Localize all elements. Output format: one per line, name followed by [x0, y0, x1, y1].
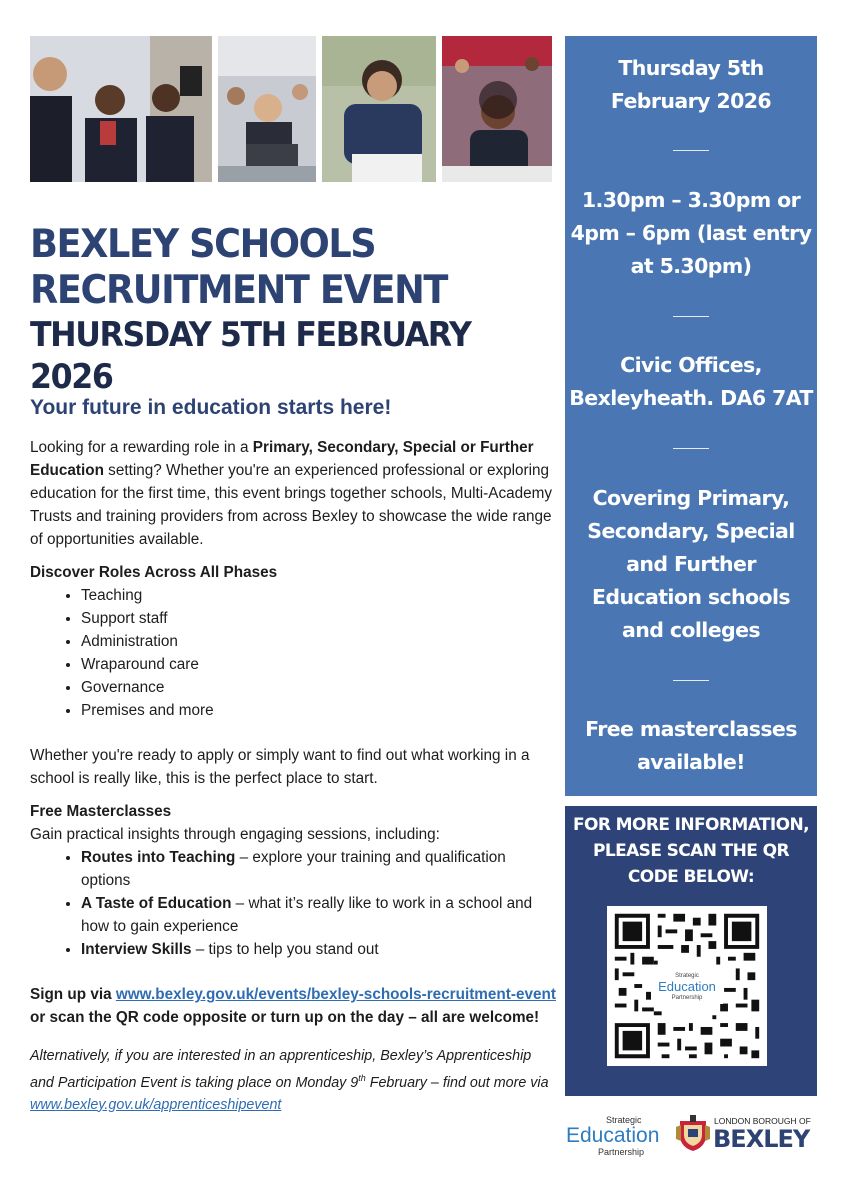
masterclasses-heading: Free Masterclasses [30, 803, 172, 820]
qr-logo-main: Education [658, 979, 716, 994]
intro-text-1: Looking for a rewarding role in a [30, 439, 253, 456]
intro-text-2: setting? Whether you're an experienced professional or exploring education for the first time, this event brings together schools, Multi-Academy Trusts and training providers from across Bexley to showcase the wide range of opportunities available. [30, 462, 553, 548]
signup-link[interactable]: www.bexley.gov.uk/events/bexley-schools-recruitment-event [115, 986, 556, 1003]
event-coverage [565, 482, 817, 647]
photo-students-singing [30, 36, 212, 182]
sep-logo-top: Strategic [606, 1115, 642, 1125]
coverage-line: Education schools [591, 585, 791, 609]
title-line-2: RECRUITMENT EVENT [30, 268, 447, 313]
date-line: Thursday 5th [618, 56, 764, 80]
masterclass-desc: – tips to help you stand out [191, 941, 379, 958]
list-item: • Administration [81, 630, 558, 653]
masterclasses-intro: Gain practical insights through engaging sessions, including: [30, 826, 440, 843]
list-item: • Wraparound care [81, 653, 558, 676]
venue-line: Civic Offices, [620, 353, 762, 377]
apply-paragraph: Whether you're ready to apply or simply want to find out what working in a school is really like, this is the perfect place to start. [30, 747, 530, 787]
photo-student-writing [322, 36, 436, 182]
list-item: • Teaching [81, 584, 558, 607]
time-line: at 5.30pm) [630, 254, 752, 278]
alt-text: Alternatively, if you are interested in an apprenticeship, Bexley’s Apprenticeship and Participation Event is taking place on Monday 9 [30, 1048, 532, 1091]
sep-logo-main: Education [566, 1124, 660, 1147]
signup-text-2: or scan the QR code opposite or turn up on the day – all are welcome! [30, 1009, 540, 1026]
masterclass-title: Interview Skills [81, 941, 192, 958]
qr-logo-bottom: Partnership [671, 995, 703, 1001]
photo-students-classroom [442, 36, 552, 182]
event-venue [565, 349, 817, 415]
signup-paragraph [30, 983, 558, 1029]
list-item: • Governance [81, 676, 558, 699]
event-time [565, 184, 817, 283]
masterclass-title: A Taste of Education [81, 895, 232, 912]
callout-line: Free masterclasses [585, 717, 797, 741]
qr-center-logo [651, 970, 723, 1004]
list-item: • Support staff [81, 607, 558, 630]
time-line: 4pm – 6pm (last entry [570, 221, 812, 245]
title-date: THURSDAY 5TH FEBRUARY 2026 [30, 315, 471, 397]
venue-line: Bexleyheath. DA6 7AT [569, 386, 813, 410]
sep-logo-bottom: Partnership [598, 1147, 645, 1157]
alt-sup: th [358, 1073, 366, 1083]
qr-logo-top: Strategic [675, 973, 699, 979]
masterclasses-list [30, 846, 558, 961]
callout-line: available! [637, 750, 745, 774]
tagline: Your future in education starts here! [30, 396, 392, 419]
intro-paragraph [30, 436, 558, 551]
list-item [81, 938, 558, 961]
info-line: PLEASE SCAN THE QR [593, 841, 789, 861]
coverage-line: and colleges [621, 618, 760, 642]
divider [673, 150, 709, 151]
photo-strip [30, 36, 552, 182]
roles-heading: Discover Roles Across All Phases [30, 564, 278, 581]
event-details-panel [565, 36, 817, 796]
coverage-line: Covering Primary, [592, 486, 790, 510]
masterclass-desc: – what it’s really like to work in a school and how to gain experience [81, 895, 533, 935]
alt-text-2: February – find out more via [365, 1074, 549, 1091]
event-title [30, 222, 570, 398]
apprenticeship-paragraph [30, 1045, 558, 1116]
info-line: CODE BELOW: [627, 867, 755, 887]
divider [673, 680, 709, 681]
masterclass-title: Routes into Teaching [81, 849, 236, 866]
info-line: FOR MORE INFORMATION, [573, 815, 809, 835]
sep-logo [566, 1115, 668, 1157]
list-item [81, 892, 558, 938]
coverage-line: Secondary, Special [587, 519, 795, 543]
apprenticeship-link[interactable]: www.bexley.gov.uk/apprenticeshipevent [30, 1096, 282, 1113]
masterclass-desc: – explore your training and qualification options [81, 849, 506, 889]
borough-name: BEXLEY [713, 1125, 810, 1153]
qr-instructions [565, 812, 817, 890]
intro-bold: Primary, Secondary, Special or Further Education [30, 439, 534, 479]
masterclasses-callout [565, 713, 817, 779]
divider [673, 448, 709, 449]
crest-icon [676, 1115, 710, 1153]
event-date [565, 52, 817, 118]
divider [673, 316, 709, 317]
main-content [30, 436, 558, 1116]
signup-text: Sign up via [30, 986, 116, 1003]
bexley-logo [676, 1113, 816, 1157]
list-item [81, 846, 558, 892]
coverage-line: and Further [626, 552, 756, 576]
photo-students-laptops [218, 36, 316, 182]
roles-list [30, 584, 558, 722]
time-line: 1.30pm – 3.30pm or [581, 188, 801, 212]
list-item: • Premises and more [81, 699, 558, 722]
borough-label: LONDON BOROUGH OF [714, 1116, 811, 1126]
qr-code[interactable] [607, 906, 767, 1066]
title-line-1: BEXLEY SCHOOLS [30, 222, 376, 267]
qr-info-panel [565, 806, 817, 1096]
date-line: February 2026 [610, 89, 772, 113]
